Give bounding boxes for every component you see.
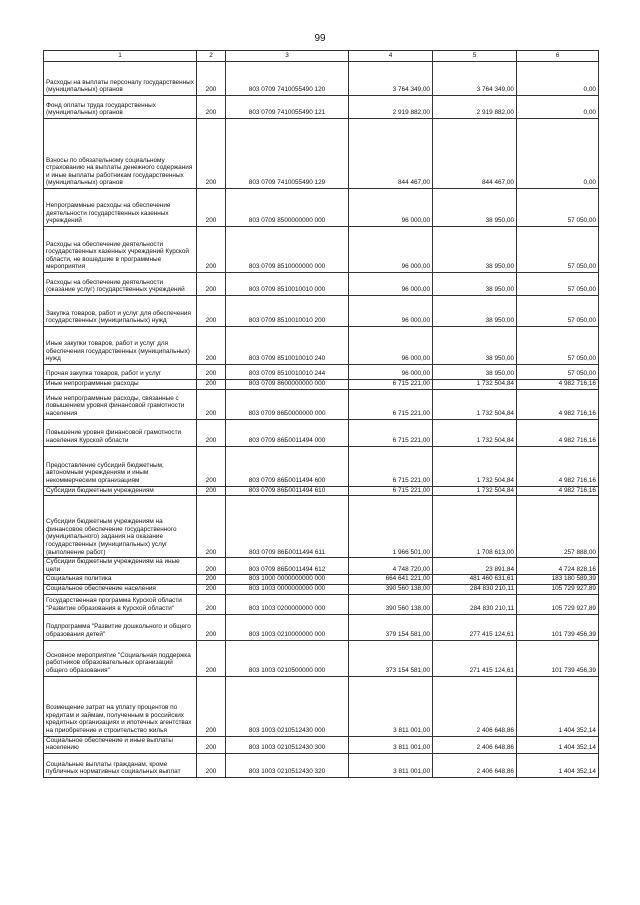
row-name-cell: Субсидии бюджетным учреждениям на финансовое обеспечение государственного (муниципального) задания на оказание государственных (муниципальных) услуг (выполнение работ)	[44, 496, 197, 558]
row-name-cell: Повышение уровня финансовой грамотности населения Курской области	[44, 419, 197, 446]
row-remaining-cell: 1 404 352,14	[517, 736, 599, 753]
row-executed-cell: 844 467,00	[433, 119, 517, 189]
row-approved-cell: 2 919 882,00	[349, 96, 433, 119]
row-budget-code-cell: 803 1003 0210512430 000	[226, 676, 349, 736]
row-executed-cell: 1 732 504,84	[433, 419, 517, 446]
table-header-row	[44, 51, 599, 62]
row-approved-cell: 390 560 138,00	[349, 584, 433, 594]
row-approved-cell: 6 715 221,00	[349, 446, 433, 486]
row-budget-code-cell: 803 1003 0210512430 320	[226, 753, 349, 777]
row-remaining-cell: 57 050,00	[517, 327, 599, 365]
row-budget-code-cell: 803 0709 8510010010 200	[226, 296, 349, 327]
table-row	[44, 753, 599, 777]
row-executed-cell: 38 950,00	[433, 189, 517, 227]
row-budget-code-cell: 803 0709 86Б0011494 000	[226, 419, 349, 446]
row-code-200-cell: 200	[197, 575, 226, 585]
row-budget-code-cell: 803 0709 86Б0011494 611	[226, 496, 349, 558]
row-name-cell: Социальное обеспечение населения	[44, 584, 197, 594]
row-code-200-cell: 200	[197, 594, 226, 614]
row-budget-code-cell: 803 0709 8510010010 244	[226, 365, 349, 380]
row-executed-cell: 2 406 648,86	[433, 736, 517, 753]
row-executed-cell: 1 732 504,84	[433, 486, 517, 496]
row-executed-cell: 1 732 504,84	[433, 446, 517, 486]
row-code-200-cell: 200	[197, 189, 226, 227]
row-remaining-cell: 4 982 716,16	[517, 380, 599, 390]
row-name-cell: Социальная политика	[44, 575, 197, 585]
row-budget-code-cell: 803 0709 86Б0011494 600	[226, 446, 349, 486]
table-row	[44, 189, 599, 227]
row-remaining-cell: 4 724 828,16	[517, 558, 599, 575]
row-name-cell: Возмещение затрат на уплату процентов по кредитам и займам, полученным в российских кредитных организациях и ипотечных агентствах на приобретение и строительство жилья	[44, 676, 197, 736]
row-code-200-cell: 200	[197, 496, 226, 558]
table-row	[44, 96, 599, 119]
row-code-200-cell: 200	[197, 584, 226, 594]
budget-table	[43, 50, 599, 778]
row-executed-cell: 38 950,00	[433, 296, 517, 327]
table-row	[44, 273, 599, 296]
table-row	[44, 62, 599, 96]
row-code-200-cell: 200	[197, 676, 226, 736]
row-budget-code-cell: 803 0709 86Б0011494 612	[226, 558, 349, 575]
row-remaining-cell: 257 888,00	[517, 496, 599, 558]
row-remaining-cell: 183 180 589,39	[517, 575, 599, 585]
table-row	[44, 575, 599, 585]
row-executed-cell: 481 460 631,61	[433, 575, 517, 585]
row-code-200-cell: 200	[197, 446, 226, 486]
row-budget-code-cell: 803 0709 8510000000 000	[226, 227, 349, 273]
table-row	[44, 227, 599, 273]
row-executed-cell: 38 950,00	[433, 327, 517, 365]
row-code-200-cell: 200	[197, 640, 226, 676]
row-executed-cell: 23 891,84	[433, 558, 517, 575]
column-header: 2	[197, 51, 226, 62]
row-budget-code-cell: 803 1003 0200000000 000	[226, 594, 349, 614]
row-name-cell: Подпрограмма "Развитие дошкольного и общего образования детей"	[44, 614, 197, 640]
row-code-200-cell: 200	[197, 486, 226, 496]
table-row	[44, 594, 599, 614]
row-remaining-cell: 0,00	[517, 96, 599, 119]
row-approved-cell: 4 748 720,00	[349, 558, 433, 575]
row-budget-code-cell: 803 1003 0210500000 000	[226, 640, 349, 676]
row-code-200-cell: 200	[197, 365, 226, 380]
row-approved-cell: 379 154 581,00	[349, 614, 433, 640]
row-code-200-cell: 200	[197, 96, 226, 119]
row-code-200-cell: 200	[197, 380, 226, 390]
row-executed-cell: 284 830 210,11	[433, 584, 517, 594]
row-executed-cell: 271 415 124,61	[433, 640, 517, 676]
row-approved-cell: 373 154 581,00	[349, 640, 433, 676]
row-remaining-cell: 105 729 927,89	[517, 584, 599, 594]
row-name-cell: Государственная программа Курской области "Развитие образования в Курской области"	[44, 594, 197, 614]
row-remaining-cell: 57 050,00	[517, 365, 599, 380]
row-code-200-cell: 200	[197, 753, 226, 777]
row-code-200-cell: 200	[197, 389, 226, 419]
table-row	[44, 584, 599, 594]
row-remaining-cell: 1 404 352,14	[517, 753, 599, 777]
row-remaining-cell: 105 729 927,89	[517, 594, 599, 614]
row-code-200-cell: 200	[197, 327, 226, 365]
row-approved-cell: 6 715 221,00	[349, 419, 433, 446]
row-name-cell: Социальные выплаты гражданам, кроме публичных нормативных социальных выплат	[44, 753, 197, 777]
table-row	[44, 736, 599, 753]
row-approved-cell: 6 715 221,00	[349, 486, 433, 496]
row-code-200-cell: 200	[197, 614, 226, 640]
row-remaining-cell: 4 982 716,16	[517, 486, 599, 496]
row-executed-cell: 38 950,00	[433, 273, 517, 296]
row-budget-code-cell: 803 0709 8500000000 000	[226, 189, 349, 227]
row-approved-cell: 6 715 221,00	[349, 389, 433, 419]
row-approved-cell: 96 000,00	[349, 273, 433, 296]
row-name-cell: Основное мероприятие "Социальная поддержка работников образовательных организаций общего образования"	[44, 640, 197, 676]
table-row	[44, 486, 599, 496]
row-remaining-cell: 57 050,00	[517, 296, 599, 327]
row-budget-code-cell: 803 0709 86Б0011494 610	[226, 486, 349, 496]
row-executed-cell: 2 406 648,86	[433, 753, 517, 777]
column-header: 1	[44, 51, 197, 62]
row-remaining-cell: 4 982 716,16	[517, 389, 599, 419]
row-budget-code-cell: 803 0709 8510010010 000	[226, 273, 349, 296]
row-code-200-cell: 200	[197, 558, 226, 575]
row-budget-code-cell: 803 1003 0210000000 000	[226, 614, 349, 640]
row-name-cell: Расходы на выплаты персоналу государственных (муниципальных) органов	[44, 62, 197, 96]
row-approved-cell: 664 641 221,00	[349, 575, 433, 585]
column-header: 6	[517, 51, 599, 62]
page-number: 99	[314, 33, 326, 44]
column-header: 4	[349, 51, 433, 62]
row-approved-cell: 3 811 001,00	[349, 736, 433, 753]
row-budget-code-cell: 803 1000 0000000000 000	[226, 575, 349, 585]
row-code-200-cell: 200	[197, 296, 226, 327]
row-approved-cell: 390 560 138,00	[349, 594, 433, 614]
row-executed-cell: 1 732 504,84	[433, 380, 517, 390]
row-code-200-cell: 200	[197, 736, 226, 753]
row-remaining-cell: 4 982 716,16	[517, 419, 599, 446]
row-name-cell: Расходы на обеспечение деятельности государственных казенных учреждений Курской области, не вошедшие в программные мероприятия	[44, 227, 197, 273]
row-name-cell: Закупка товаров, работ и услуг для обеспечения государственных (муниципальных) нужд	[44, 296, 197, 327]
row-name-cell: Фонд оплаты труда государственных (муниципальных) органов	[44, 96, 197, 119]
row-executed-cell: 284 830 210,11	[433, 594, 517, 614]
row-executed-cell: 2 919 882,00	[433, 96, 517, 119]
row-budget-code-cell: 803 0709 7410055490 120	[226, 62, 349, 96]
row-name-cell: Расходы на обеспечение деятельности (оказание услуг) государственных учреждений	[44, 273, 197, 296]
table-row	[44, 446, 599, 486]
row-name-cell: Иные непрограммные расходы	[44, 380, 197, 390]
row-name-cell: Непрограммные расходы на обеспечение деятельности государственных казенных учреждений	[44, 189, 197, 227]
row-remaining-cell: 101 739 456,39	[517, 640, 599, 676]
row-name-cell: Субсидии бюджетным учреждениям	[44, 486, 197, 496]
row-executed-cell: 38 950,00	[433, 365, 517, 380]
row-approved-cell: 3 764 349,00	[349, 62, 433, 96]
row-name-cell: Взносы по обязательному социальному страхованию на выплаты денежного содержания и иные выплаты работникам государственных (муниципальных) органов	[44, 119, 197, 189]
table-row	[44, 419, 599, 446]
row-executed-cell: 1 708 613,00	[433, 496, 517, 558]
row-budget-code-cell: 803 1003 0000000000 000	[226, 584, 349, 594]
row-approved-cell: 96 000,00	[349, 365, 433, 380]
row-budget-code-cell: 803 0709 8600000000 000	[226, 380, 349, 390]
row-executed-cell: 1 732 504,84	[433, 389, 517, 419]
row-approved-cell: 96 000,00	[349, 296, 433, 327]
row-code-200-cell: 200	[197, 119, 226, 189]
table-row	[44, 389, 599, 419]
table-row	[44, 640, 599, 676]
row-approved-cell: 1 966 501,00	[349, 496, 433, 558]
table-row	[44, 614, 599, 640]
row-approved-cell: 844 467,00	[349, 119, 433, 189]
row-name-cell: Прочая закупка товаров, работ и услуг	[44, 365, 197, 380]
row-executed-cell: 2 406 648,86	[433, 676, 517, 736]
column-header: 5	[433, 51, 517, 62]
row-remaining-cell: 101 739 456,39	[517, 614, 599, 640]
table-row	[44, 119, 599, 189]
row-approved-cell: 96 000,00	[349, 227, 433, 273]
row-name-cell: Иные непрограммные расходы, связанные с повышением уровня финансовой грамотности населения	[44, 389, 197, 419]
row-name-cell: Субсидии бюджетным учреждениям на иные цели	[44, 558, 197, 575]
row-code-200-cell: 200	[197, 62, 226, 96]
column-header: 3	[226, 51, 349, 62]
row-executed-cell: 277 415 124,61	[433, 614, 517, 640]
row-remaining-cell: 0,00	[517, 119, 599, 189]
row-remaining-cell: 57 050,00	[517, 189, 599, 227]
row-executed-cell: 38 950,00	[433, 227, 517, 273]
row-name-cell: Иные закупки товаров, работ и услуг для обеспечения государственных (муниципальных) нужд	[44, 327, 197, 365]
row-approved-cell: 3 811 001,00	[349, 676, 433, 736]
row-approved-cell: 6 715 221,00	[349, 380, 433, 390]
table-row	[44, 496, 599, 558]
table-row	[44, 296, 599, 327]
row-approved-cell: 96 000,00	[349, 189, 433, 227]
row-budget-code-cell: 803 0709 86Б0000000 000	[226, 389, 349, 419]
row-remaining-cell: 1 404 352,14	[517, 676, 599, 736]
row-approved-cell: 3 811 001,00	[349, 753, 433, 777]
row-remaining-cell: 57 050,00	[517, 273, 599, 296]
row-approved-cell: 96 000,00	[349, 327, 433, 365]
row-code-200-cell: 200	[197, 227, 226, 273]
table-row	[44, 558, 599, 575]
row-code-200-cell: 200	[197, 419, 226, 446]
row-remaining-cell: 0,00	[517, 62, 599, 96]
table-row	[44, 365, 599, 380]
row-remaining-cell: 4 982 716,16	[517, 446, 599, 486]
row-name-cell: Социальное обеспечение и иные выплаты населению	[44, 736, 197, 753]
row-budget-code-cell: 803 0709 7410055490 121	[226, 96, 349, 119]
row-name-cell: Предоставление субсидий бюджетным, автономным учреждениям и иным некоммерческим организациям	[44, 446, 197, 486]
table-row	[44, 676, 599, 736]
row-budget-code-cell: 803 0709 8510010010 240	[226, 327, 349, 365]
row-budget-code-cell: 803 0709 7410055490 129	[226, 119, 349, 189]
row-budget-code-cell: 803 1003 0210512430 300	[226, 736, 349, 753]
row-executed-cell: 3 764 349,00	[433, 62, 517, 96]
row-code-200-cell: 200	[197, 273, 226, 296]
table-row	[44, 327, 599, 365]
row-remaining-cell: 57 050,00	[517, 227, 599, 273]
table-row	[44, 380, 599, 390]
